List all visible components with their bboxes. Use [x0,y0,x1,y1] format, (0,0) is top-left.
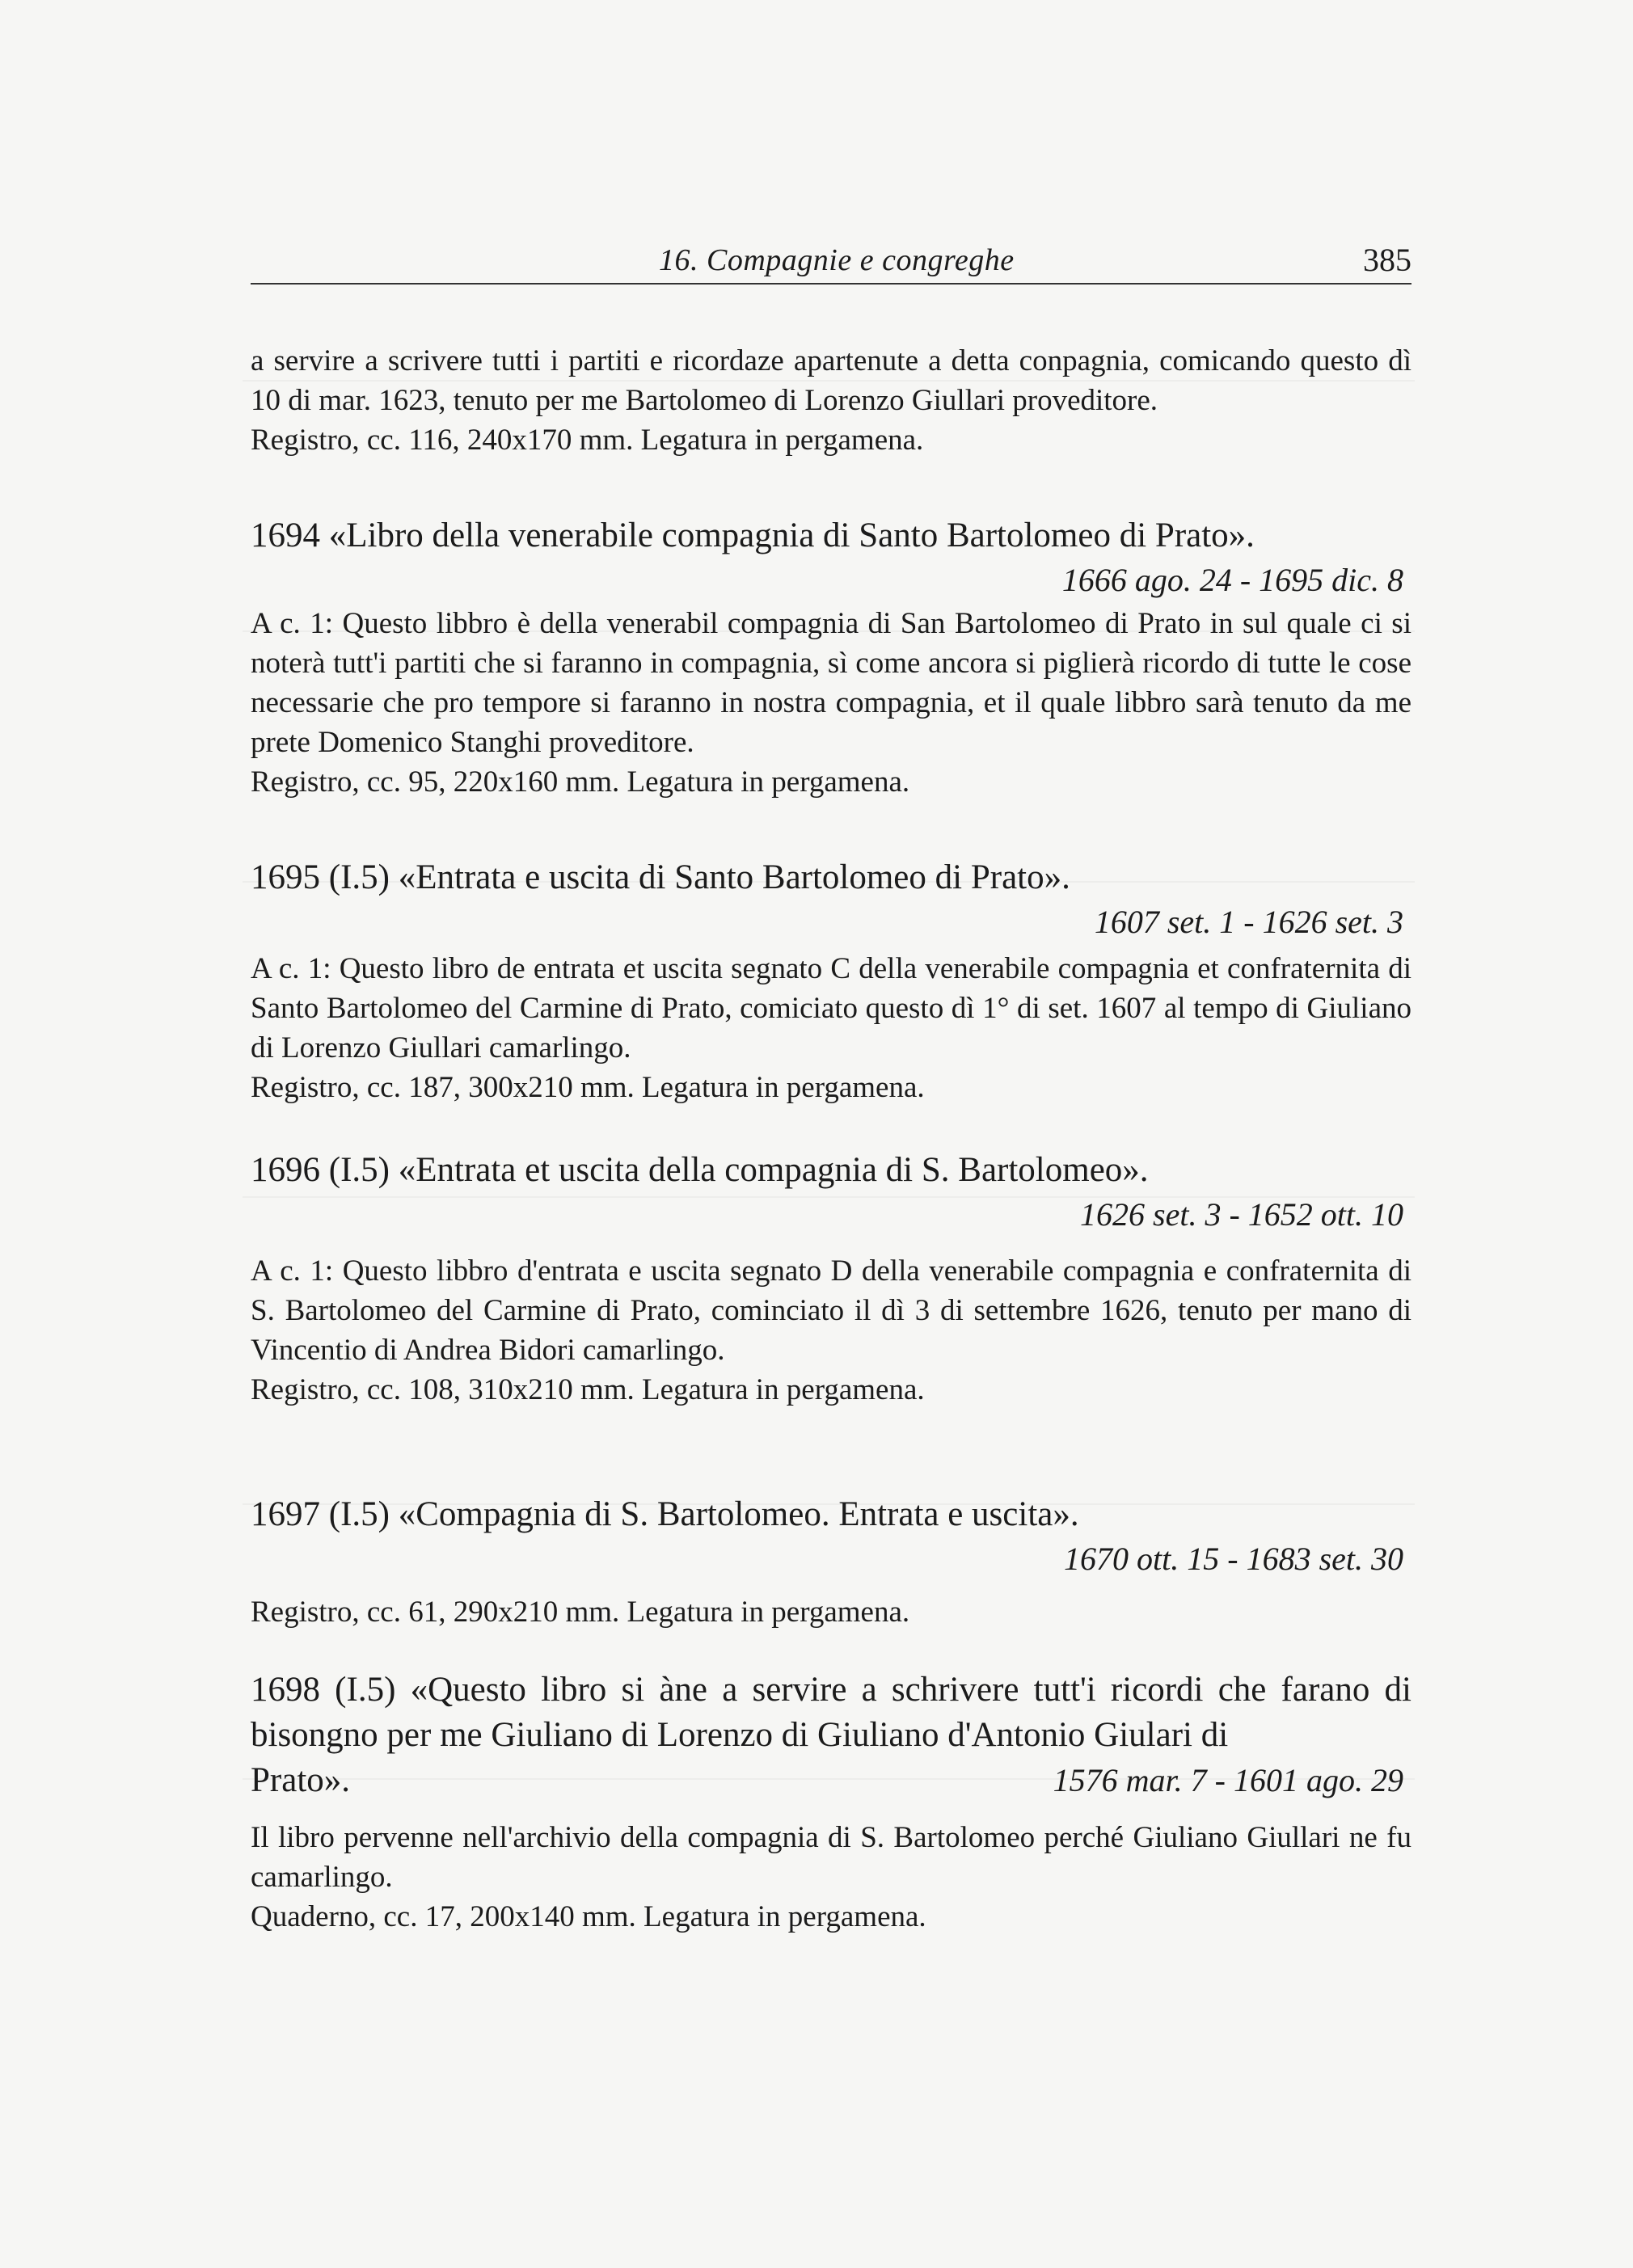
entry-dates: 1576 mar. 7 - 1601 ago. 29 [1053,1762,1403,1798]
running-header [251,241,1411,285]
entry-description: Il libro pervenne nell'archivio della compagnia di S. Bartolomeo perché Giuliano Giullari ne fu camarlingo. [251,1821,1411,1894]
entry-dates: 1666 ago. 24 - 1695 dic. 8 [1061,562,1403,598]
entry-description: A c. 1: Questo libro de entrata et uscita segnato C della venerabile compagnia et confraternita di Santo Bartolomeo del Carmine di Prato, comiciato questo dì 1° di set. 1607 al tempo di Giuliano di Lorenzo Giullari camarlingo. [251,952,1411,1064]
entry-description: A c. 1: Questo libbro d'entrata e uscita segnato D della venerabile compagnia e confraternita di S. Bartolomeo del Carmine di Prato, cominciato il dì 3 di settembre 1626, tenuto per mano di Vincentio di Andrea Bidori camarlingo. [251,1254,1411,1367]
entry-title: 1697 (I.5) «Compagnia di S. Bartolomeo. Entrata e uscita». [251,1495,1079,1533]
entry-register: Registro, cc. 108, 310x210 mm. Legatura in pergamena. [251,1373,925,1406]
intro-block [251,341,1411,460]
entry-title: 1696 (I.5) «Entrata et uscita della compagnia di S. Bartolomeo». [251,1151,1149,1189]
entry-dates: 1670 ott. 15 - 1683 set. 30 [1064,1541,1403,1577]
entry-title: 1695 (I.5) «Entrata e uscita di Santo Bartolomeo di Prato». [251,858,1070,896]
entry-dates: 1607 set. 1 - 1626 set. 3 [1094,904,1403,940]
entry-title: 1698 (I.5) «Questo libro si àne a servire a schrivere tutt'i ricordi che farano di bisongno per me Giuliano di Lorenzo di Giuliano d'Antonio Giulari di [251,1671,1411,1754]
running-title: 16. Compagnie e congreghe [659,243,1015,277]
page-number: 385 [1363,242,1411,278]
entry-title-last-line [251,1758,1411,1803]
entry-register: Registro, cc. 187, 300x210 mm. Legatura in pergamena. [251,1071,925,1104]
page-body [251,341,1411,1937]
entry-dates: 1626 set. 3 - 1652 ott. 10 [1080,1196,1403,1233]
entry-1698 [251,1667,1411,1937]
entry-register: Registro, cc. 61, 290x210 mm. Legatura in pergamena. [251,1596,910,1629]
entry-title-end: Prato». [251,1761,351,1799]
entry-register: Quaderno, cc. 17, 200x140 mm. Legatura in pergamena. [251,1900,926,1933]
entry-1695 [251,855,1411,1107]
intro-register: Registro, cc. 116, 240x170 mm. Legatura in pergamena. [251,424,924,457]
entry-description: A c. 1: Questo libbro è della venerabil compagnia di San Bartolomeo di Prato in sul quale ci si noterà tutt'i partiti che si faranno in compagnia, sì come ancora si piglierà ricordo di tutte le cose necessarie che pro tempore si faranno in nostra compagnia, et il quale libbro sarà tenuto da me prete Domenico Stanghi proveditore. [251,607,1411,759]
entry-register: Registro, cc. 95, 220x160 mm. Legatura in pergamena. [251,765,910,799]
entry-title: 1694 «Libro della venerabile compagnia di Santo Bartolomeo di Prato». [251,516,1255,554]
intro-text: a servire a scrivere tutti i partiti e ricordaze apartenute a detta conpagnia, comicando questo dì 10 di mar. 1623, tenuto per me Bartolomeo di Lorenzo Giullari proveditore. [251,344,1411,417]
entry-1694 [251,513,1411,802]
entry-1696 [251,1148,1411,1410]
entry-1697 [251,1492,1411,1632]
